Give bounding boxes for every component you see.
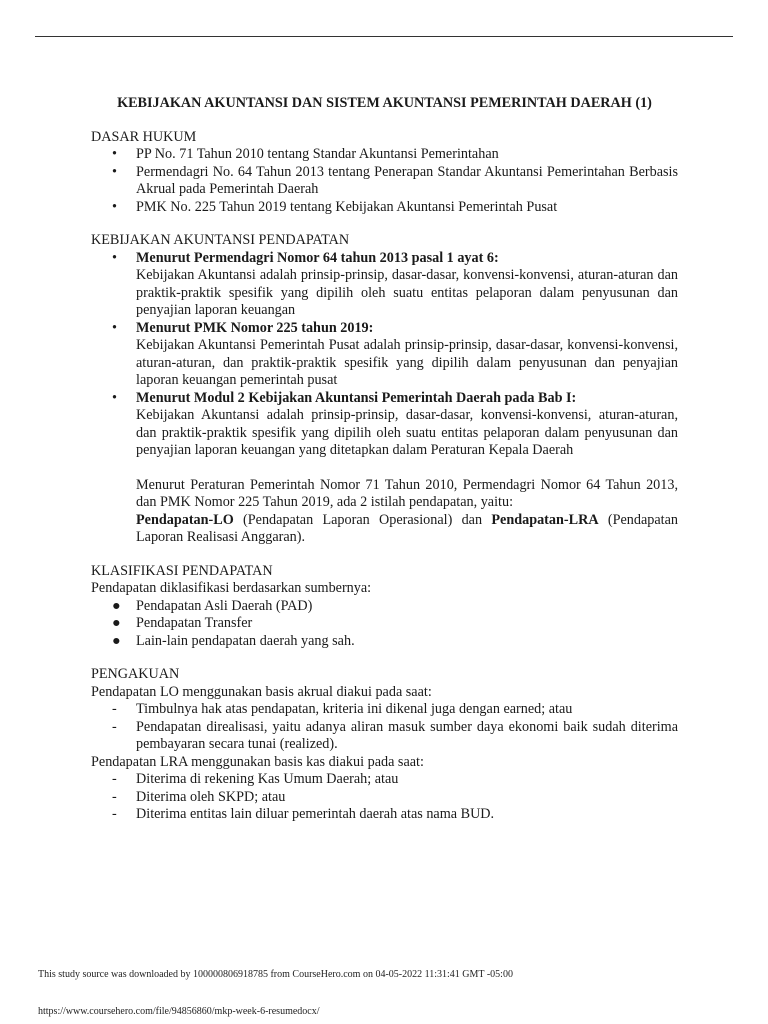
list-item <box>91 771 678 789</box>
section-klasifikasi <box>91 563 678 651</box>
section-pengakuan <box>91 666 678 824</box>
bullet-icon: • <box>112 249 117 266</box>
document-title: KEBIJAKAN AKUNTANSI DAN SISTEM AKUNTANSI PEMERINTAH DAERAH (1) <box>117 95 652 111</box>
list-item <box>91 806 678 824</box>
dash-icon: - <box>112 718 117 735</box>
list-item <box>91 146 678 164</box>
list-item-title: Menurut PMK Nomor 225 tahun 2019: <box>136 319 374 336</box>
bullet-icon: • <box>112 389 117 406</box>
bullet-icon: • <box>112 163 117 180</box>
term-lo: Pendapatan-LO <box>136 511 234 528</box>
bullet-icon: • <box>112 146 117 162</box>
section-heading: DASAR HUKUM <box>91 128 197 145</box>
list-item-text: Diterima entitas lain diluar pemerintah daerah atas nama BUD. <box>136 806 495 822</box>
section-kebijakan <box>91 232 678 547</box>
list-item <box>91 598 678 616</box>
list-item <box>91 789 678 807</box>
list-item <box>91 719 678 754</box>
term-lo-desc: (Pendapatan Laporan Operasional) dan <box>233 511 492 528</box>
list-item <box>91 701 678 719</box>
list-item <box>91 250 678 320</box>
list-item-title: Menurut Modul 2 Kebijakan Akuntansi Pemerintah Daerah pada Bab I: <box>136 389 577 406</box>
section-dasar-hukum <box>91 129 678 217</box>
term-lra: Pendapatan-LRA <box>491 511 599 528</box>
section-heading: KLASIFIKASI PENDAPATAN <box>91 562 273 579</box>
bullet-list <box>91 146 678 216</box>
paragraph-text: Menurut Peraturan Pemerintah Nomor 71 Tahun 2010, Permendagri Nomor 64 Tahun 2013, dan PMK Nomor 225 Tahun 2019, ada 2 istilah pendapatan, yaitu: <box>136 476 678 510</box>
bullet-icon: ● <box>112 632 121 649</box>
paragraph <box>91 477 678 547</box>
footer-url-link[interactable]: https://www.coursehero.com/file/94856860/mkp-week-6-resumedocx/ <box>38 1006 320 1017</box>
dash-icon: - <box>112 806 117 822</box>
list-item <box>91 615 678 633</box>
bullet-icon: ● <box>112 597 121 614</box>
list-item <box>91 633 678 651</box>
list-item-text: Timbulnya hak atas pendapatan, kriteria ini dikenal juga dengan earned; atau <box>136 701 573 717</box>
list-item-text: Lain-lain pendapatan daerah yang sah. <box>136 632 355 649</box>
list-item-text: Diterima di rekening Kas Umum Daerah; atau <box>136 771 399 787</box>
list-item-text: PP No. 71 Tahun 2010 tentang Standar Akuntansi Pemerintahan <box>136 146 499 162</box>
term-lra-desc: (Pendapatan Laporan Realisasi Anggaran). <box>136 511 678 545</box>
list-item-text: Pendapatan Asli Daerah (PAD) <box>136 597 313 614</box>
list-item <box>91 164 678 199</box>
section-heading: PENGAKUAN <box>91 666 180 682</box>
bullet-icon: ● <box>112 615 121 631</box>
section-intro: Pendapatan LO menggunakan basis akrual diakui pada saat: <box>91 683 432 700</box>
list-item <box>91 390 678 460</box>
dash-icon: - <box>112 788 117 805</box>
document-page <box>91 95 678 840</box>
list-item-text: Kebijakan Akuntansi Pemerintah Pusat adalah prinsip-prinsip, dasar-dasar, konvensi-konvensi, aturan-aturan, dan praktik-praktik spesifik yang dipilih dalam penyusunan dan penyajian laporan keuangan pemerintah pusat <box>136 337 678 388</box>
dash-list <box>91 701 678 754</box>
bullet-list <box>91 598 678 651</box>
list-item <box>91 199 678 217</box>
list-item-text: Permendagri No. 64 Tahun 2013 tentang Penerapan Standar Akuntansi Pemerintahan Berbasis Akrual pada Pemerintah Daerah <box>136 163 678 197</box>
top-rule <box>35 36 733 37</box>
list-item <box>91 320 678 390</box>
dash-list <box>91 771 678 824</box>
list-item-text: Kebijakan Akuntansi adalah prinsip-prinsip, dasar-dasar, konvensi-konvensi, aturan-aturan, dan praktik-praktik spesifik yang dipilih oleh suatu entitas pelaporan dalam penyusunan dan penyajian laporan keuangan yang ditetapkan dalam Peraturan Kepala Daerah <box>136 407 678 458</box>
dash-icon: - <box>112 701 117 717</box>
section-intro: Pendapatan diklasifikasi berdasarkan sumbernya: <box>91 580 372 596</box>
bullet-icon: • <box>112 198 117 215</box>
bullet-icon: • <box>112 319 117 336</box>
list-item-text: PMK No. 225 Tahun 2019 tentang Kebijakan Akuntansi Pemerintah Pusat <box>136 198 558 215</box>
dash-icon: - <box>112 771 117 787</box>
list-item-text: Pendapatan Transfer <box>136 615 253 631</box>
section-intro: Pendapatan LRA menggunakan basis kas diakui pada saat: <box>91 753 424 770</box>
list-item-text: Pendapatan direalisasi, yaitu adanya aliran masuk sumber daya ekonomi baik sudah diterima pembayaran secara tunai (realized). <box>136 718 678 752</box>
bullet-list <box>91 250 678 460</box>
list-item-text: Diterima oleh SKPD; atau <box>136 788 286 805</box>
list-item-text: Kebijakan Akuntansi adalah prinsip-prinsip, dasar-dasar, konvensi-konvensi, aturan-aturan dan praktik-praktik spesifik yang dipilih oleh suatu entitas pelaporan dalam penyusunan dan penyajian laporan keuangan <box>136 267 678 318</box>
list-item-title: Menurut Permendagri Nomor 64 tahun 2013 pasal 1 ayat 6: <box>136 249 499 266</box>
footer-source: This study source was downloaded by 100000806918785 from CourseHero.com on 04-05-2022 11:31:41 GMT -05:00 <box>38 969 513 980</box>
section-heading: KEBIJAKAN AKUNTANSI PENDAPATAN <box>91 232 350 248</box>
